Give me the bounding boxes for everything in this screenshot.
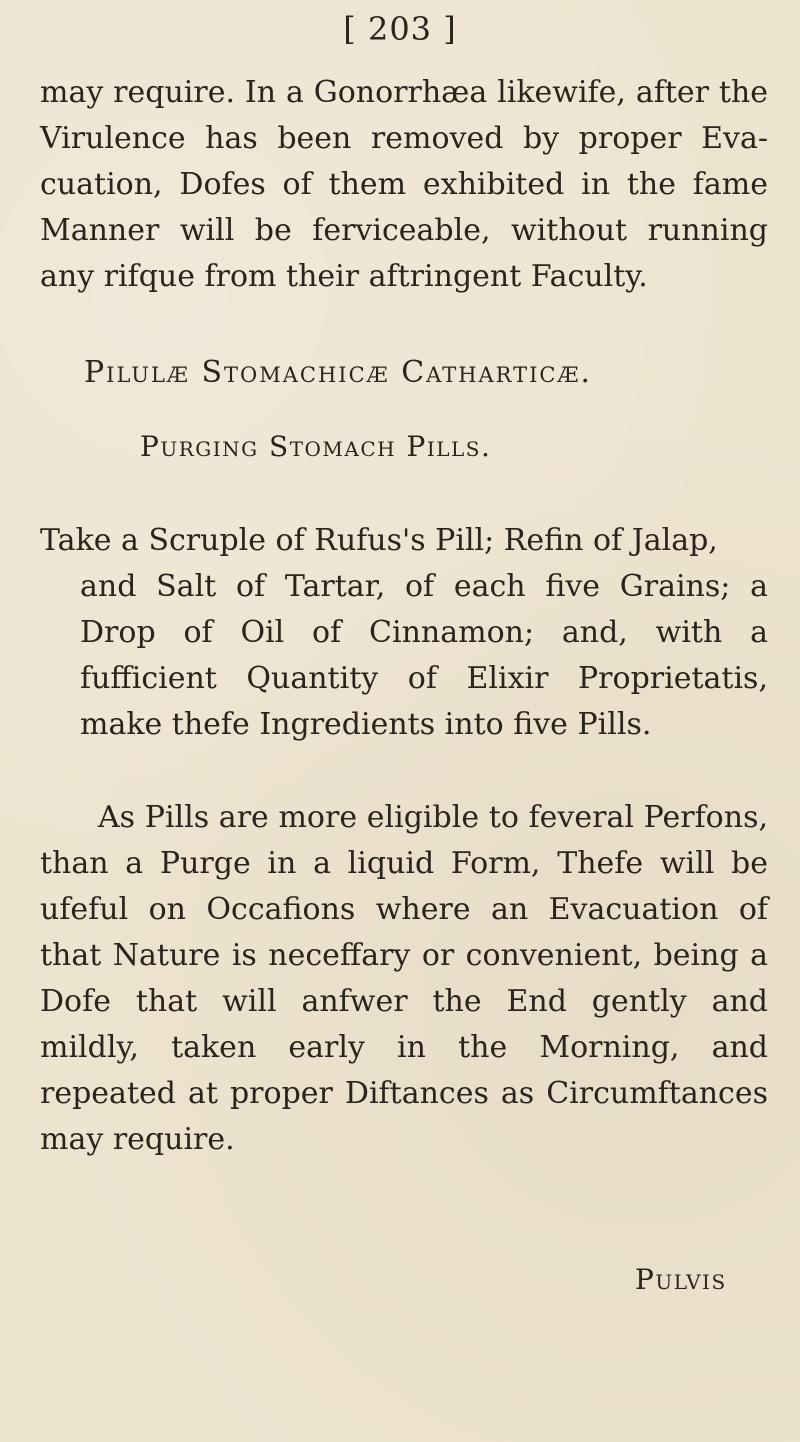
catchword: Pulvis (635, 1263, 727, 1296)
recipe-continuation: and Salt of Tartar, of each five Grains; a Drop of Oil of Cinnamon; and, with a fufficient Quantity of Elixir Proprietatis, make thefe Ingredients into five Pills. (80, 569, 768, 742)
paragraph-gonorrhaea: may require. In a Gonorrhæa likewife, after the Virulence has been removed by proper Eva-cuation, Dofes of them exhibited in the fame Manner will be ferviceable, without running any rifque from their aftringent Faculty. (40, 75, 768, 294)
recipe-heading-english: Purging Stomach Pills. (140, 430, 492, 463)
recipe-first-line: Take a Scruple of Rufus's Pill; Refin of Jalap, (40, 523, 718, 558)
page-number: [ 203 ] (343, 10, 457, 48)
recipe-paragraph (40, 518, 768, 748)
paragraph-pills-usage: As Pills are more eligible to feveral Perfons, than a Purge in a liquid Form, Thefe will be ufeful on Occafions where an Evacuation of that Nature is neceffary or convenient, being a Dofe that will anfwer the End gently and mildly, taken early in the Morning, and repeated at proper Diftances as Circumftances may require. (40, 800, 768, 1157)
recipe-heading-latin: Pilulæ Stomachicæ Catharticæ. (84, 355, 593, 390)
